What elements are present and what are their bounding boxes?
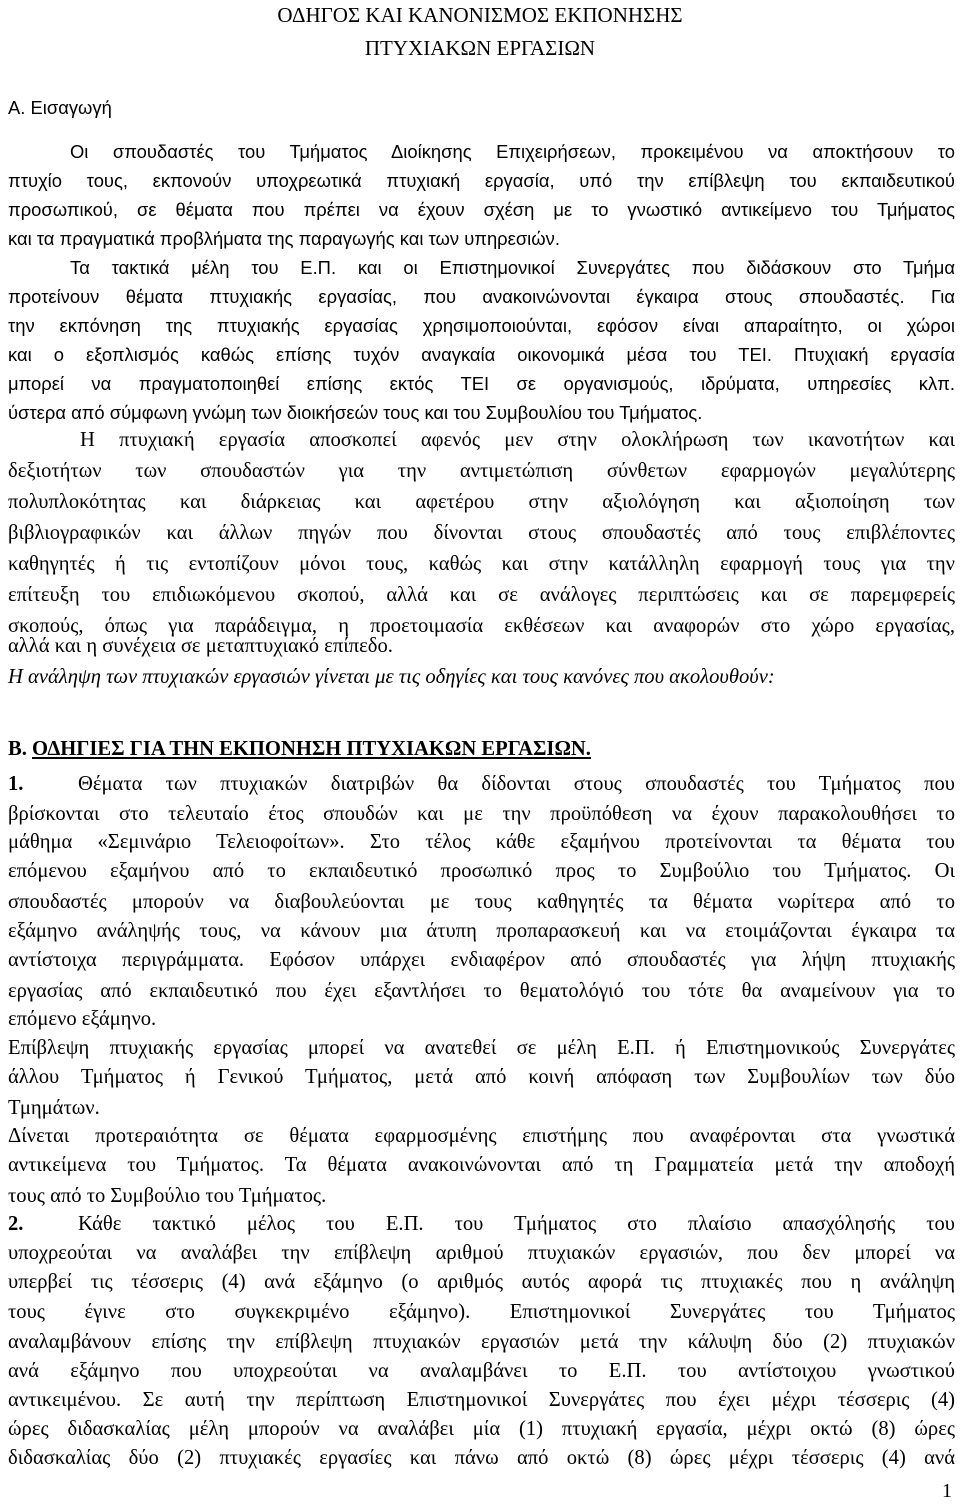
paragraph-line: πτυχίο τους, εκπονούν υποχρεωτικά πτυχιακή εργασία, υπό την επίβλεψη του εκπαιδευτικού	[8, 170, 955, 191]
section-a-heading: Α. Εισαγωγή	[8, 97, 112, 118]
document-title-line-2: ΠΤΥΧΙΑΚΩΝ ΕΡΓΑΣΙΩΝ	[364, 36, 596, 60]
paragraph-line: επίτευξη του επιδιωκόμενου σκοπού, αλλά και σε ανάλογες περιπτώσεις και σε παρεμφερείς	[8, 584, 955, 606]
paragraph-line: αντικείμενα του Τμήματος. Τα θέματα ανακοινώνονται από τη Γραμματεία μετά την αποδοχή	[8, 1154, 955, 1176]
document-title-line-1: ΟΔΗΓΟΣ ΚΑΙ ΚΑΝΟΝΙΣΜΟΣ ΕΚΠΟΝΗΣΗΣ	[277, 3, 683, 27]
paragraph-line: Τμημάτων.	[8, 1097, 100, 1119]
paragraph-line: εξάμηνο ανάληψής τους, να κάνουν μια άτυπη προπαρασκευή και να ετοιμάζονται έγκαιρα τα	[8, 920, 955, 942]
paragraph-line: τους από το Συμβούλιο του Τμήματος.	[8, 1185, 327, 1207]
numbered-item-1	[8, 769, 955, 799]
paragraph-line: καθηγητές ή τις εντοπίζουν μόνοι τους, καθώς και στην κατάλληλη εφαρμογή τους για την	[8, 553, 955, 575]
paragraph-line: αντικειμένου. Σε αυτή την περίπτωση Επιστημονικοί Συνεργάτες που έχει μέχρι τέσσερις (4)	[8, 1389, 955, 1411]
paragraph-line: ανά εξάμηνο που υποχρεούται να αναλαμβάνει το Ε.Π. του αντίστοιχου γνωστικού	[8, 1360, 955, 1382]
item-text: Κάθε τακτικό μέλος του Ε.Π. του Τμήματος στο πλαίσιο απασχόλησής του	[78, 1213, 955, 1235]
paragraph-line: πολυπλοκότητας και διάρκειας και αφετέρου στην αξιολόγηση και αξιοποίηση των	[8, 491, 955, 513]
paragraph-line: δεξιοτήτων των σπουδαστών για την αντιμετώπιση σύνθετων εφαρμογών μεγαλύτερης	[8, 460, 955, 482]
paragraph-line: μάθημα «Σεμινάριο Τελειοφοίτων». Στο τέλος κάθε εξαμήνου προτείνονται τα θέματα του	[8, 831, 955, 853]
paragraph-line: βρίσκονται στο τελευταίο έτος σπουδών και με την προϋπόθεση να έχουν παρακολουθήσει το	[8, 803, 955, 825]
numbered-item-2	[8, 1209, 955, 1239]
paragraph-line: Η πτυχιακή εργασία αποσκοπεί αφενός μεν στην ολοκλήρωση των ικανοτήτων και	[80, 429, 955, 451]
paragraph-line: αντίστοιχα περιγράμματα. Εφόσον υπάρχει ενδιαφέρον από σπουδαστές για λήψη πτυχιακής	[8, 949, 955, 971]
paragraph-line: Οι σπουδαστές του Τμήματος Διοίκησης Επιχειρήσεων, προκειμένου να αποκτήσουν το	[70, 141, 955, 162]
paragraph-line: και τα πραγματικά προβλήματα της παραγωγής και των υπηρεσιών.	[8, 228, 560, 249]
paragraph-line: Τα τακτικά μέλη του Ε.Π. και οι Επιστημονικοί Συνεργάτες που διδάσκουν στο Τμήμα	[70, 257, 955, 278]
paragraph-line: προτείνουν θέματα πτυχιακής εργασίας, που ανακοινώνονται έγκαιρα στους σπουδαστές. Για	[8, 286, 955, 307]
section-b-letter: Β.	[8, 738, 33, 760]
item-text: Θέματα των πτυχιακών διατριβών θα δίδονται στους σπουδαστές του Τμήματος που	[78, 773, 955, 795]
paragraph-line: αναλαμβάνουν επίσης την επίβλεψη πτυχιακών εργασιών μετά την κάλυψη δύο (2) πτυχιακών	[8, 1331, 955, 1353]
paragraph-line: διδασκαλίας δύο (2) πτυχιακές εργασίες και πάνω από οκτώ (8) ώρες μέχρι τέσσερις (4) ανά	[8, 1447, 955, 1469]
rules-intro-line: Η ανάληψη των πτυχιακών εργασιών γίνεται με τις οδηγίες και τους κανόνες που ακολουθούν:	[8, 666, 775, 688]
item-number: 2.	[8, 1213, 24, 1235]
paragraph-line: και ο εξοπλισμός καθώς επίσης τυχόν αναγκαία οικονομικά μέσα του ΤΕΙ. Πτυχιακή εργασία	[8, 344, 955, 365]
paragraph-line: ύστερα από σύμφωνη γνώμη των διοικήσεών τους και του Συμβουλίου του Τμήματος.	[8, 402, 703, 423]
paragraph-line: επόμενου εξαμήνου από το εκπαιδευτικό προσωπικό προς το Συμβούλιο του Τμήματος. Οι	[8, 860, 955, 882]
paragraph-line: σπουδαστές μπορούν να διαβουλεύονται με τους καθηγητές τα θέματα νωρίτερα από το	[8, 891, 955, 913]
paragraph-line: βιβλιογραφικών και άλλων πηγών που δίνονται στους σπουδαστές από τους επιβλέποντες	[8, 522, 955, 544]
section-b-heading	[8, 734, 955, 764]
paragraph-line: επόμενο εξάμηνο.	[8, 1008, 157, 1030]
paragraph-line: ώρες διδασκαλίας μέλη μπορούν να αναλάβει μία (1) πτυχιακή εργασία, μέχρι οκτώ (8) ώρες	[8, 1418, 955, 1440]
paragraph-line: σκοπούς, όπως για παράδειγμα, η προετοιμασία εκθέσεων και αναφορών στο χώρο εργασίας,	[8, 615, 955, 637]
paragraph-line: άλλου Τμήματος ή Γενικού Τμήματος, μετά από κοινή απόφαση των Συμβουλίων των δύο	[8, 1066, 955, 1088]
paragraph-line: την εκπόνηση της πτυχιακής εργασίας χρησιμοποιούνται, εφόσον είναι απαραίτητο, οι χώροι	[8, 315, 955, 336]
paragraph-line: τους έγινε στο συγκεκριμένο εξάμηνο). Επιστημονικοί Συνεργάτες του Τμήματος	[8, 1301, 955, 1323]
item-number: 1.	[8, 773, 24, 795]
paragraph-line: υποχρεούται να αναλάβει την επίβλεψη αριθμού πτυχιακών εργασιών, που δεν μπορεί να	[8, 1242, 955, 1264]
paragraph-line: υπερβεί τις τέσσερις (4) ανά εξάμηνο (ο αριθμός αυτός αφορά τις πτυχιακές που η ανάληψη	[8, 1271, 955, 1293]
page-number: 1	[942, 1480, 952, 1502]
paragraph-line: Δίνεται προτεραιότητα σε θέματα εφαρμοσμένης επιστήμης που αναφέρονται στα γνωστικά	[8, 1125, 955, 1147]
section-b-title: ΟΔΗΓΙΕΣ ΓΙΑ ΤΗΝ ΕΚΠΟΝΗΣΗ ΠΤΥΧΙΑΚΩΝ ΕΡΓΑΣΙΩΝ.	[32, 738, 591, 760]
paragraph-line: εργασίας από εκπαιδευτικό που έχει εξαντλήσει το θεματολόγιό του τότε θα αναμείνουν για το	[8, 980, 955, 1002]
paragraph-line: μπορεί να πραγματοποιηθεί επίσης εκτός ΤΕΙ σε οργανισμούς, ιδρύματα, υπηρεσίες κλπ.	[8, 373, 955, 394]
paragraph-line: προσωπικού, σε θέματα που πρέπει να έχουν σχέση με το γνωστικό αντικείμενο του Τμήματος	[8, 199, 955, 220]
paragraph-line: Επίβλεψη πτυχιακής εργασίας μπορεί να ανατεθεί σε μέλη Ε.Π. ή Επιστημονικούς Συνεργάτες	[8, 1037, 955, 1059]
paragraph-line: αλλά και η συνέχεια σε μεταπτυχιακό επίπεδο.	[8, 635, 393, 657]
